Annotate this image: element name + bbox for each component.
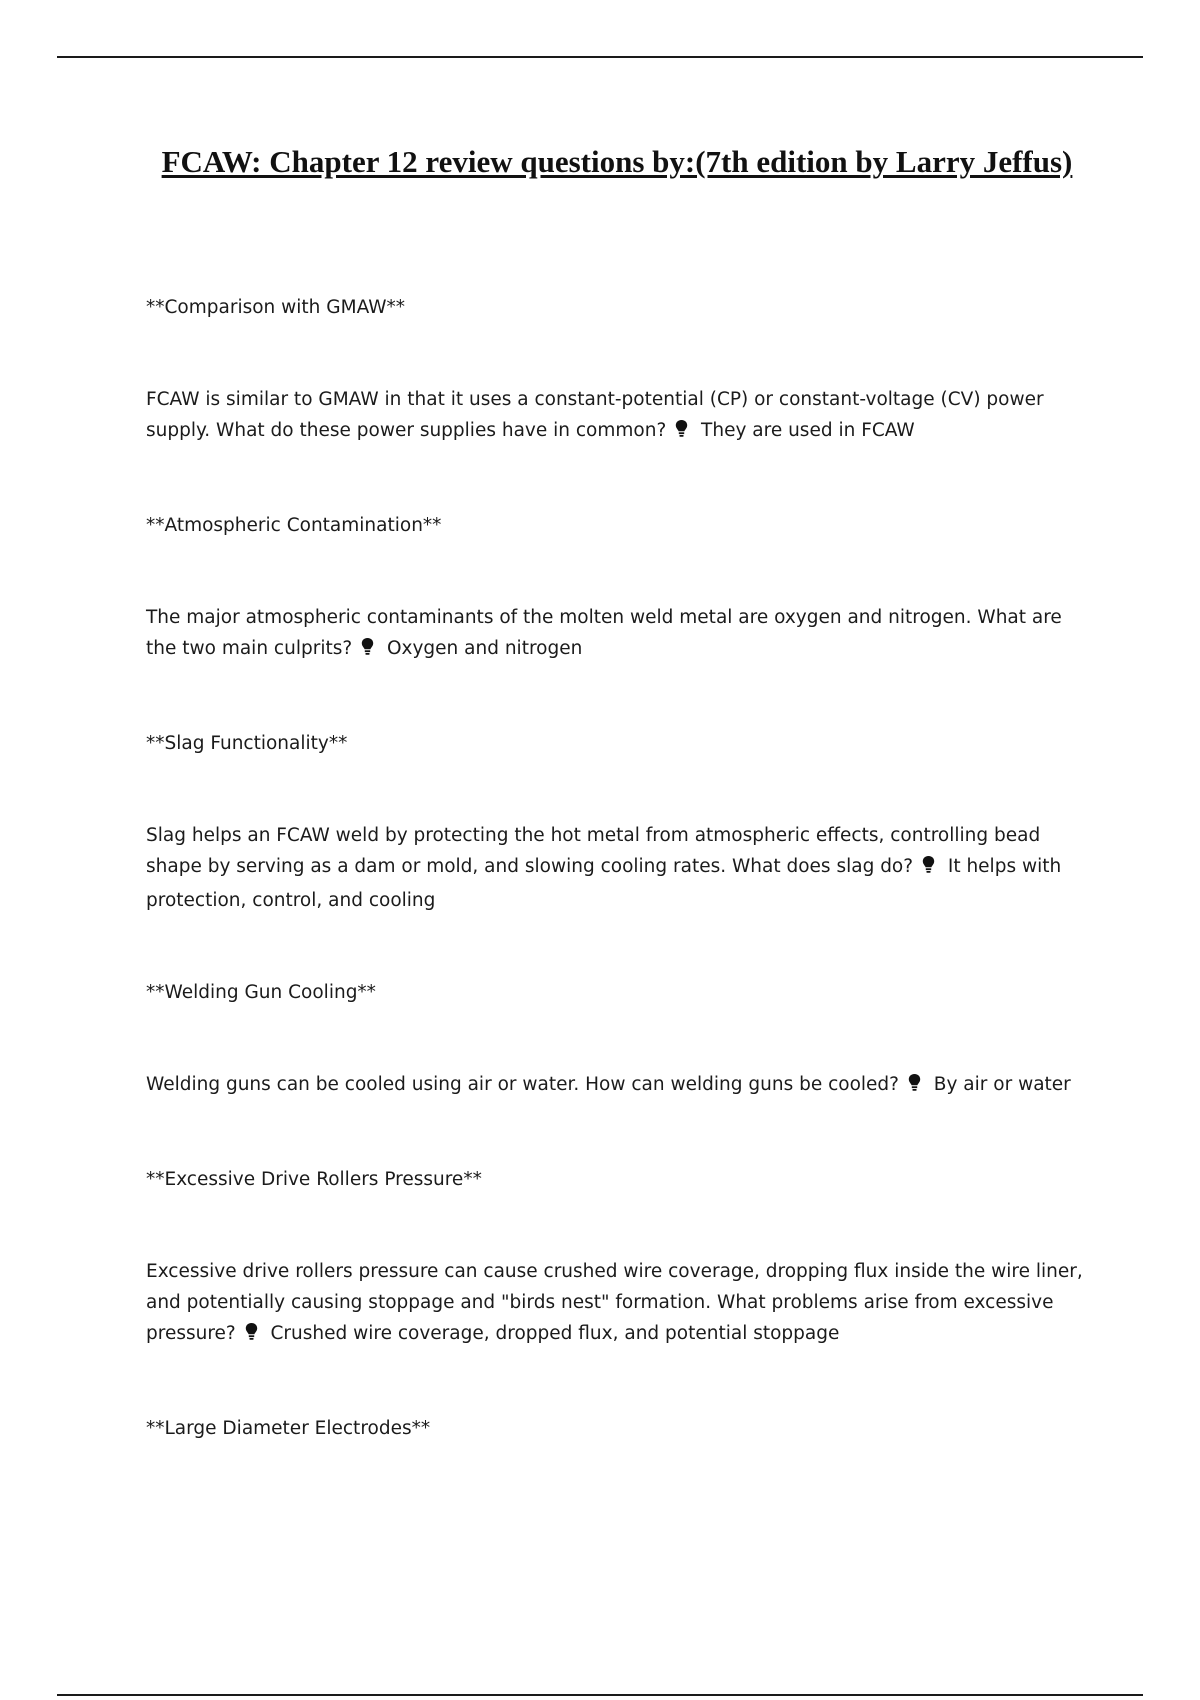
- question-text: FCAW is similar to GMAW in that it uses a constant-potential (CP) or constant-voltage (CV) power supply. What do these power supplies have in common?: [146, 389, 1044, 441]
- question-answer: [146, 602, 1086, 667]
- section-heading: **Slag Functionality**: [146, 733, 348, 754]
- question-text: Welding guns can be cooled using air or water. How can welding guns be cooled?: [146, 1074, 899, 1095]
- question-answer: [146, 1256, 1086, 1352]
- section-heading: **Welding Gun Cooling**: [146, 982, 376, 1003]
- section-heading: **Comparison with GMAW**: [146, 297, 406, 318]
- question-text: The major atmospheric contaminants of the molten weld metal are oxygen and nitrogen. What are the two main culprits?: [146, 607, 1062, 659]
- document-body: [146, 292, 1086, 1505]
- lightbulb-icon: [908, 1072, 921, 1103]
- bottom-divider: [57, 1694, 1143, 1696]
- answer-text: They are used in FCAW: [701, 420, 915, 441]
- section-heading: **Atmospheric Contamination**: [146, 515, 442, 536]
- lightbulb-icon: [675, 418, 688, 449]
- lightbulb-icon: [922, 854, 935, 885]
- section-heading: **Large Diameter Electrodes**: [146, 1418, 431, 1439]
- answer-text: It helps with protection, control, and cooling: [146, 856, 1062, 911]
- question-answer: [146, 384, 1086, 449]
- question-answer: [146, 820, 1086, 916]
- section-heading: **Excessive Drive Rollers Pressure**: [146, 1169, 482, 1190]
- top-divider: [57, 56, 1143, 58]
- answer-text: By air or water: [933, 1074, 1071, 1095]
- question-answer: [146, 1069, 1086, 1103]
- document-title: FCAW: Chapter 12 review questions by:(7th edition by Larry Jeffus): [161, 144, 1073, 179]
- answer-text: Crushed wire coverage, dropped flux, and potential stoppage: [270, 1323, 840, 1344]
- answer-text: Oxygen and nitrogen: [386, 638, 583, 659]
- question-text: Slag helps an FCAW weld by protecting the hot metal from atmospheric effects, controlling bead shape by serving as a dam or mold, and slowing cooling rates. What does slag do?: [146, 825, 1041, 877]
- question-text: Excessive drive rollers pressure can cause crushed wire coverage, dropping flux inside the wire liner, and potentially causing stoppage and "birds nest" formation. What problems arise from excessive pressure?: [146, 1261, 1083, 1344]
- lightbulb-icon: [361, 636, 374, 667]
- lightbulb-icon: [245, 1321, 258, 1352]
